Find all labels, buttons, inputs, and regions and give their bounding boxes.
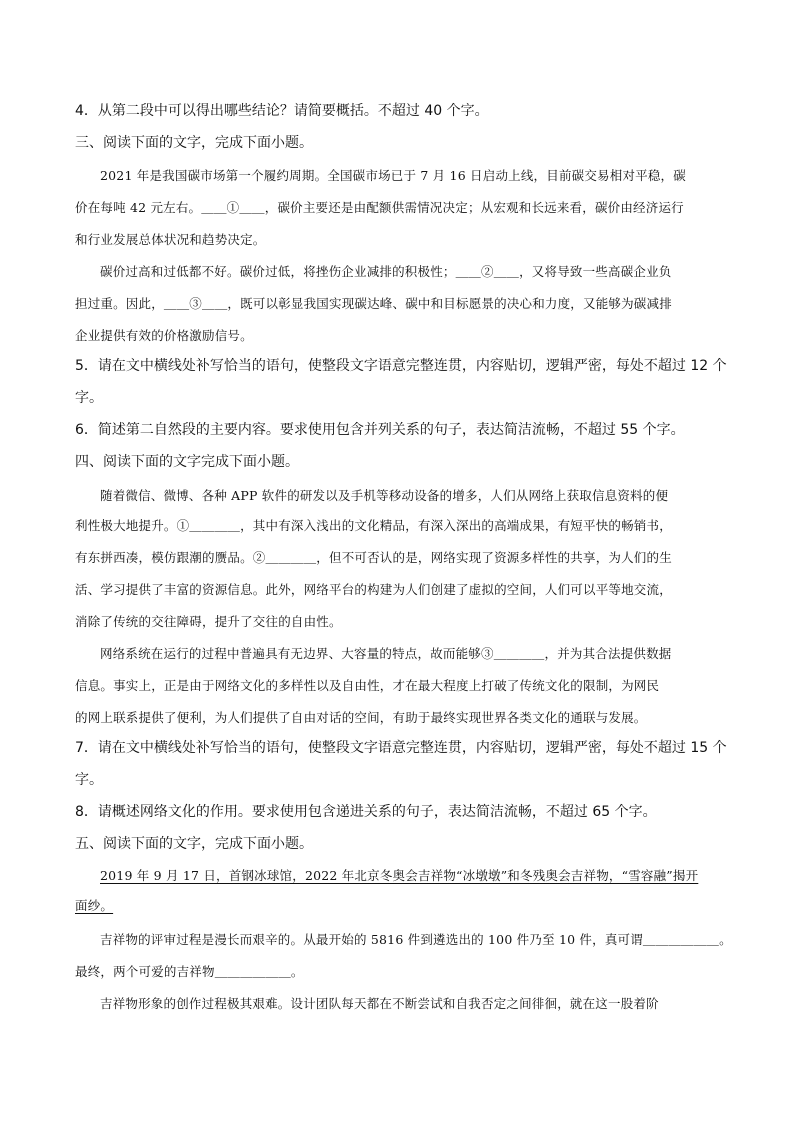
question-4: 4．从第二段中可以得出哪些结论？请简要概括。不超过 40 个字。 [75, 103, 489, 119]
question-7-cont: 字。 [75, 772, 103, 788]
passage-5-line: 2019 年 9 月 17 日，首钢冰球馆，2022 年北京冬奥会吉祥物“冰墩墩”和冬残奥会吉祥物，“雪容融”揭开 [100, 868, 699, 883]
question-8: 8．请概述网络文化的作用。要求使用包含递进关系的句子，表达简洁流畅，不超过 65 个字。 [75, 804, 657, 820]
passage-5-line: 面纱。 [75, 898, 114, 913]
passage-5-line: 最终，两个可爱的吉祥物＿＿＿＿＿＿。 [75, 964, 304, 979]
passage-4-line: 信息。事实上，正是由于网络文化的多样性以及自由性，才在最大程度上打破了传统文化的限制，为网民 [75, 678, 660, 693]
passage-3-line: 碳价过高和过低都不好。碳价过低，将挫伤企业减排的积极性；＿＿②＿＿，又将导致一些高碳企业负 [100, 264, 672, 279]
question-5-cont: 字。 [75, 390, 103, 406]
passage-4-line: 利性极大地提升。①＿＿＿＿，其中有深入浅出的文化精品，有深入深出的高端成果，有短平快的畅销书， [75, 518, 672, 533]
passage-4-line: 活、学习提供了丰富的资源信息。此外，网络平台的构建为人们创建了虚拟的空间，人们可以平等地交流， [75, 582, 672, 597]
passage-3-line: 2021 年是我国碳市场第一个履约周期。全国碳市场已于 7 月 16 日启动上线，目前碳交易相对平稳，碳 [100, 168, 686, 183]
passage-4-line: 网络系统在运行的过程中普遍具有无边界、大容量的特点，故而能够③＿＿＿＿，并为其合法提供数据 [100, 646, 672, 661]
section-5-heading: 五、阅读下面的文字，完成下面小题。 [75, 836, 313, 852]
passage-5-line: 吉祥物的评审过程是漫长而艰辛的。从最开始的 5816 件到遴选出的 100 件乃至 10 件，真可谓＿＿＿＿＿＿。 [100, 932, 732, 947]
question-7: 7．请在文中横线处补写恰当的语句，使整段文字语意完整连贯，内容贴切，逻辑严密，每处不超过 15 个 [75, 740, 727, 756]
passage-3-line: 和行业发展总体状况和趋势决定。 [75, 232, 266, 247]
question-5: 5．请在文中横线处补写恰当的语句，使整段文字语意完整连贯，内容贴切，逻辑严密，每处不超过 12 个 [75, 358, 727, 374]
passage-3-line: 价在每吨 42 元左右。＿＿①＿＿，碳价主要还是由配额供需情况决定；从宏观和长远来看，碳价由经济运行 [75, 200, 684, 215]
passage-4-line: 有东拼西凑，模仿跟潮的赝品。②＿＿＿＿，但不可否认的是，网络实现了资源多样性的共享，为人们的生 [75, 550, 672, 565]
passage-4-line: 消除了传统的交往障碍，提升了交往的自由性。 [75, 614, 342, 629]
passage-4-line: 随着微信、微博、各种 APP 软件的研发以及手机等移动设备的增多，人们从网络上获取信息资料的便 [100, 488, 669, 503]
passage-3-line: 担过重。因此，＿＿③＿＿，既可以彰显我国实现碳达峰、碳中和目标愿景的决心和力度，又能够为碳减排 [75, 296, 672, 311]
passage-4-line: 的网上联系提供了便利，为人们提供了自由对话的空间，有助于最终实现世界各类文化的通联与发展。 [75, 710, 647, 725]
passage-3-line: 企业提供有效的价格激励信号。 [75, 328, 253, 343]
question-6: 6．简述第二自然段的主要内容。要求使用包含并列关系的句子，表达简洁流畅，不超过 55 个字。 [75, 422, 685, 438]
section-4-heading: 四、阅读下面的文字完成下面小题。 [75, 454, 299, 470]
section-3-heading: 三、阅读下面的文字，完成下面小题。 [75, 135, 313, 151]
passage-5-line: 吉祥物形象的创作过程极其艰难。设计团队每天都在不断尝试和自我否定之间徘徊，就在这一股着阶 [100, 996, 659, 1011]
